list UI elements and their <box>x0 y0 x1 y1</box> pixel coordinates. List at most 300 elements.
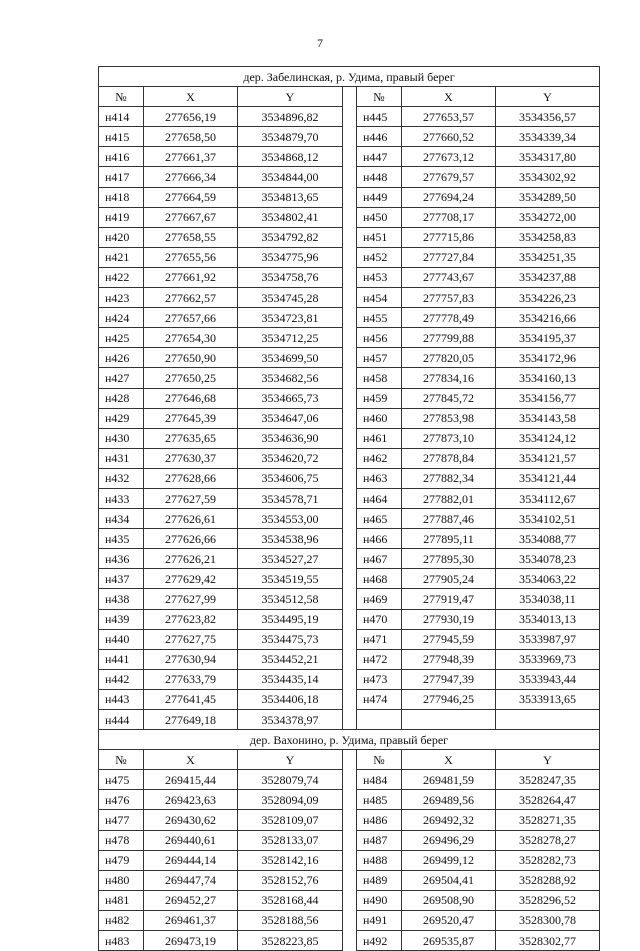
y-coordinate: 3528264,47 <box>496 790 600 810</box>
point-number: н415 <box>99 127 144 147</box>
y-coordinate: 3534512,58 <box>238 589 343 609</box>
column-gap <box>343 609 357 629</box>
point-number: н420 <box>99 227 144 247</box>
point-number: н479 <box>99 850 144 870</box>
y-coordinate: 3534578,71 <box>238 488 343 508</box>
column-gap <box>343 910 357 930</box>
column-gap <box>343 187 357 207</box>
table-row <box>99 247 600 267</box>
y-coordinate: 3534723,81 <box>238 308 343 328</box>
x-coordinate: 277658,50 <box>144 127 238 147</box>
point-number: н466 <box>357 529 402 549</box>
section-title-row <box>99 67 600 87</box>
y-coordinate: 3534124,12 <box>496 428 600 448</box>
point-number: н414 <box>99 107 144 127</box>
x-coordinate: 277661,37 <box>144 147 238 167</box>
y-coordinate: 3528278,27 <box>496 830 600 850</box>
point-number: н492 <box>357 931 402 951</box>
column-gap <box>343 227 357 247</box>
x-coordinate: 269492,32 <box>402 810 496 830</box>
y-coordinate: 3534078,23 <box>496 549 600 569</box>
x-coordinate: 277845,72 <box>402 388 496 408</box>
y-coordinate: 3534160,13 <box>496 368 600 388</box>
column-gap <box>343 147 357 167</box>
table-row <box>99 167 600 187</box>
table-row <box>99 890 600 910</box>
y-coordinate: 3533969,73 <box>496 649 600 669</box>
point-number: н490 <box>357 890 402 910</box>
x-coordinate: 269473,19 <box>144 931 238 951</box>
point-number: н448 <box>357 167 402 187</box>
header-x: X <box>144 87 238 107</box>
point-number: н467 <box>357 549 402 569</box>
y-coordinate: 3534289,50 <box>496 187 600 207</box>
point-number: н424 <box>99 308 144 328</box>
point-number: н476 <box>99 790 144 810</box>
point-number: н454 <box>357 288 402 308</box>
y-coordinate: 3534519,55 <box>238 569 343 589</box>
section-title: дер. Забелинская, р. Удима, правый берег <box>99 67 600 87</box>
x-coordinate: 277895,30 <box>402 549 496 569</box>
y-coordinate: 3534682,56 <box>238 368 343 388</box>
x-coordinate: 277657,66 <box>144 308 238 328</box>
point-number: н472 <box>357 649 402 669</box>
x-coordinate: 277627,75 <box>144 629 238 649</box>
point-number: н463 <box>357 468 402 488</box>
column-gap <box>343 167 357 187</box>
column-gap <box>343 589 357 609</box>
y-coordinate: 3534226,23 <box>496 288 600 308</box>
x-coordinate: 269447,74 <box>144 870 238 890</box>
point-number: н444 <box>99 710 144 730</box>
x-coordinate: 277757,83 <box>402 288 496 308</box>
x-coordinate: 269415,44 <box>144 770 238 790</box>
column-gap <box>343 488 357 508</box>
y-coordinate: 3534013,13 <box>496 609 600 629</box>
column-gap <box>343 890 357 910</box>
point-number: н453 <box>357 267 402 287</box>
point-number: н429 <box>99 408 144 428</box>
point-number: н487 <box>357 830 402 850</box>
x-coordinate: 277743,67 <box>402 267 496 287</box>
x-coordinate: 269440,61 <box>144 830 238 850</box>
table-row <box>99 308 600 328</box>
x-coordinate: 277853,98 <box>402 408 496 428</box>
x-coordinate: 277694,24 <box>402 187 496 207</box>
table-row <box>99 710 600 730</box>
header-x: X <box>144 750 238 770</box>
point-number: н458 <box>357 368 402 388</box>
x-coordinate: 277666,34 <box>144 167 238 187</box>
y-coordinate: 3534647,06 <box>238 408 343 428</box>
column-gap <box>343 870 357 890</box>
point-number: н440 <box>99 629 144 649</box>
y-coordinate: 3528133,07 <box>238 830 343 850</box>
point-number: н485 <box>357 790 402 810</box>
column-header-row <box>99 87 600 107</box>
y-coordinate: 3534813,65 <box>238 187 343 207</box>
y-coordinate: 3534844,00 <box>238 167 343 187</box>
x-coordinate: 277945,59 <box>402 629 496 649</box>
x-coordinate: 269430,62 <box>144 810 238 830</box>
point-number: н425 <box>99 328 144 348</box>
y-coordinate: 3534038,11 <box>496 589 600 609</box>
x-coordinate: 277887,46 <box>402 509 496 529</box>
point-number: н438 <box>99 589 144 609</box>
table-row <box>99 448 600 468</box>
point-number: н471 <box>357 629 402 649</box>
y-coordinate: 3534406,18 <box>238 689 343 709</box>
y-coordinate: 3534606,75 <box>238 468 343 488</box>
table-row <box>99 468 600 488</box>
table-row <box>99 488 600 508</box>
y-coordinate: 3533913,65 <box>496 689 600 709</box>
table-row <box>99 589 600 609</box>
y-coordinate: 3534527,27 <box>238 549 343 569</box>
y-coordinate: 3534553,00 <box>238 509 343 529</box>
x-coordinate: 277627,59 <box>144 488 238 508</box>
point-number: н482 <box>99 910 144 930</box>
y-coordinate: 3534143,58 <box>496 408 600 428</box>
table-row <box>99 107 600 127</box>
point-number: н441 <box>99 649 144 669</box>
y-coordinate: 3534339,34 <box>496 127 600 147</box>
table-row <box>99 629 600 649</box>
table-row <box>99 207 600 227</box>
y-coordinate: 3528109,07 <box>238 810 343 830</box>
x-coordinate: 269461,37 <box>144 910 238 930</box>
x-coordinate: 277630,94 <box>144 649 238 669</box>
x-coordinate: 277882,01 <box>402 488 496 508</box>
x-coordinate: 277630,37 <box>144 448 238 468</box>
column-gap <box>343 87 357 107</box>
y-coordinate: 3534775,96 <box>238 247 343 267</box>
point-number: н433 <box>99 488 144 508</box>
x-coordinate: 277948,39 <box>402 649 496 669</box>
coordinates-table-body <box>99 67 600 951</box>
x-coordinate: 277882,34 <box>402 468 496 488</box>
point-number: н442 <box>99 669 144 689</box>
x-coordinate: 269444,14 <box>144 850 238 870</box>
column-gap <box>343 428 357 448</box>
point-number: н418 <box>99 187 144 207</box>
y-coordinate: 3534620,72 <box>238 448 343 468</box>
point-number: н416 <box>99 147 144 167</box>
x-coordinate: 277708,17 <box>402 207 496 227</box>
y-coordinate: 3528302,77 <box>496 931 600 951</box>
header-y: Y <box>496 750 600 770</box>
point-number: н428 <box>99 388 144 408</box>
point-number: н422 <box>99 267 144 287</box>
table-row <box>99 529 600 549</box>
table-row <box>99 368 600 388</box>
x-coordinate: 277656,19 <box>144 107 238 127</box>
column-gap <box>343 790 357 810</box>
point-number: н488 <box>357 850 402 870</box>
column-gap <box>343 569 357 589</box>
column-gap <box>343 710 357 730</box>
point-number: н477 <box>99 810 144 830</box>
x-coordinate: 269520,47 <box>402 910 496 930</box>
y-coordinate: 3534112,67 <box>496 488 600 508</box>
point-number: н431 <box>99 448 144 468</box>
y-coordinate: 3528271,35 <box>496 810 600 830</box>
y-coordinate: 3534435,14 <box>238 669 343 689</box>
point-number: н451 <box>357 227 402 247</box>
column-gap <box>343 549 357 569</box>
x-coordinate: 277645,39 <box>144 408 238 428</box>
column-gap <box>343 408 357 428</box>
x-coordinate: 277878,84 <box>402 448 496 468</box>
y-coordinate: 3534258,83 <box>496 227 600 247</box>
y-coordinate: 3528282,73 <box>496 850 600 870</box>
point-number: н484 <box>357 770 402 790</box>
y-coordinate: 3534156,77 <box>496 388 600 408</box>
column-gap <box>343 288 357 308</box>
y-coordinate: 3534121,57 <box>496 448 600 468</box>
point-number: н469 <box>357 589 402 609</box>
point-number: н475 <box>99 770 144 790</box>
y-coordinate: 3534121,44 <box>496 468 600 488</box>
point-number: н491 <box>357 910 402 930</box>
y-coordinate: 3534665,73 <box>238 388 343 408</box>
column-gap <box>343 267 357 287</box>
point-number: н419 <box>99 207 144 227</box>
x-coordinate: 277715,86 <box>402 227 496 247</box>
point-number: н489 <box>357 870 402 890</box>
point-number: н478 <box>99 830 144 850</box>
x-coordinate: 277895,11 <box>402 529 496 549</box>
y-coordinate: 3534712,25 <box>238 328 343 348</box>
point-number: н480 <box>99 870 144 890</box>
point-number: н446 <box>357 127 402 147</box>
x-coordinate: 277662,57 <box>144 288 238 308</box>
column-gap <box>343 348 357 368</box>
y-coordinate: 3528247,35 <box>496 770 600 790</box>
y-coordinate: 3534792,82 <box>238 227 343 247</box>
y-coordinate <box>496 710 600 730</box>
point-number: н481 <box>99 890 144 910</box>
point-number: н421 <box>99 247 144 267</box>
x-coordinate: 277799,88 <box>402 328 496 348</box>
header-y: Y <box>496 87 600 107</box>
y-coordinate: 3534063,22 <box>496 569 600 589</box>
x-coordinate: 277623,82 <box>144 609 238 629</box>
header-number: № <box>357 87 402 107</box>
x-coordinate: 277633,79 <box>144 669 238 689</box>
column-gap <box>343 328 357 348</box>
point-number: н434 <box>99 509 144 529</box>
point-number: н459 <box>357 388 402 408</box>
x-coordinate: 277626,66 <box>144 529 238 549</box>
column-gap <box>343 448 357 468</box>
table-row <box>99 810 600 830</box>
table-row <box>99 569 600 589</box>
point-number: н427 <box>99 368 144 388</box>
point-number: н474 <box>357 689 402 709</box>
x-coordinate: 269499,12 <box>402 850 496 870</box>
x-coordinate: 277778,49 <box>402 308 496 328</box>
table-row <box>99 127 600 147</box>
y-coordinate: 3533943,44 <box>496 669 600 689</box>
x-coordinate: 277658,55 <box>144 227 238 247</box>
y-coordinate: 3534495,19 <box>238 609 343 629</box>
x-coordinate: 277905,24 <box>402 569 496 589</box>
x-coordinate: 277626,21 <box>144 549 238 569</box>
point-number: н417 <box>99 167 144 187</box>
y-coordinate: 3534636,90 <box>238 428 343 448</box>
y-coordinate: 3528142,16 <box>238 850 343 870</box>
table-row <box>99 388 600 408</box>
x-coordinate: 277664,59 <box>144 187 238 207</box>
y-coordinate: 3534216,66 <box>496 308 600 328</box>
x-coordinate: 277649,18 <box>144 710 238 730</box>
column-gap <box>343 850 357 870</box>
table-row <box>99 549 600 569</box>
column-gap <box>343 770 357 790</box>
table-row <box>99 328 600 348</box>
table-row <box>99 147 600 167</box>
point-number: н452 <box>357 247 402 267</box>
column-gap <box>343 107 357 127</box>
header-number: № <box>99 87 144 107</box>
point-number: н426 <box>99 348 144 368</box>
y-coordinate: 3534195,37 <box>496 328 600 348</box>
table-row <box>99 288 600 308</box>
point-number: н445 <box>357 107 402 127</box>
column-gap <box>343 468 357 488</box>
point-number: н483 <box>99 931 144 951</box>
y-coordinate: 3534088,77 <box>496 529 600 549</box>
column-gap <box>343 689 357 709</box>
column-gap <box>343 750 357 770</box>
y-coordinate: 3534452,21 <box>238 649 343 669</box>
y-coordinate: 3534317,80 <box>496 147 600 167</box>
column-gap <box>343 509 357 529</box>
y-coordinate: 3534745,28 <box>238 288 343 308</box>
point-number: н430 <box>99 428 144 448</box>
table-row <box>99 267 600 287</box>
x-coordinate: 269496,29 <box>402 830 496 850</box>
y-coordinate: 3534879,70 <box>238 127 343 147</box>
y-coordinate: 3528288,92 <box>496 870 600 890</box>
column-gap <box>343 810 357 830</box>
header-y: Y <box>238 87 343 107</box>
table-row <box>99 850 600 870</box>
x-coordinate: 269535,87 <box>402 931 496 951</box>
column-gap <box>343 830 357 850</box>
table-row <box>99 910 600 930</box>
header-number: № <box>357 750 402 770</box>
x-coordinate: 277655,56 <box>144 247 238 267</box>
x-coordinate: 277650,90 <box>144 348 238 368</box>
y-coordinate: 3528152,76 <box>238 870 343 890</box>
point-number: н470 <box>357 609 402 629</box>
table-row <box>99 649 600 669</box>
point-number <box>357 710 402 730</box>
header-y: Y <box>238 750 343 770</box>
x-coordinate: 277834,16 <box>402 368 496 388</box>
x-coordinate: 277667,67 <box>144 207 238 227</box>
column-gap <box>343 388 357 408</box>
y-coordinate: 3534237,88 <box>496 267 600 287</box>
x-coordinate <box>402 710 496 730</box>
y-coordinate: 3534272,00 <box>496 207 600 227</box>
x-coordinate: 277627,99 <box>144 589 238 609</box>
point-number: н439 <box>99 609 144 629</box>
point-number: н456 <box>357 328 402 348</box>
table-row <box>99 609 600 629</box>
x-coordinate: 277635,65 <box>144 428 238 448</box>
y-coordinate: 3534172,96 <box>496 348 600 368</box>
x-coordinate: 269508,90 <box>402 890 496 910</box>
column-gap <box>343 931 357 951</box>
column-gap <box>343 207 357 227</box>
x-coordinate: 269481,59 <box>402 770 496 790</box>
point-number: н461 <box>357 428 402 448</box>
x-coordinate: 277654,30 <box>144 328 238 348</box>
point-number: н449 <box>357 187 402 207</box>
x-coordinate: 277873,10 <box>402 428 496 448</box>
point-number: н486 <box>357 810 402 830</box>
x-coordinate: 269423,63 <box>144 790 238 810</box>
y-coordinate: 3534302,92 <box>496 167 600 187</box>
table-row <box>99 931 600 951</box>
column-header-row <box>99 750 600 770</box>
header-x: X <box>402 750 496 770</box>
x-coordinate: 277628,66 <box>144 468 238 488</box>
page-number: 7 <box>317 36 323 50</box>
y-coordinate: 3528079,74 <box>238 770 343 790</box>
section-title: дер. Вахонино, р. Удима, правый берег <box>99 730 600 750</box>
table-row <box>99 870 600 890</box>
y-coordinate: 3528188,56 <box>238 910 343 930</box>
y-coordinate: 3528223,85 <box>238 931 343 951</box>
point-number: н450 <box>357 207 402 227</box>
table-row <box>99 689 600 709</box>
x-coordinate: 269489,56 <box>402 790 496 810</box>
x-coordinate: 277946,25 <box>402 689 496 709</box>
point-number: н473 <box>357 669 402 689</box>
point-number: н423 <box>99 288 144 308</box>
table-row <box>99 428 600 448</box>
column-gap <box>343 529 357 549</box>
table-row <box>99 348 600 368</box>
x-coordinate: 277629,42 <box>144 569 238 589</box>
column-gap <box>343 368 357 388</box>
y-coordinate: 3528094,09 <box>238 790 343 810</box>
y-coordinate: 3534378,97 <box>238 710 343 730</box>
y-coordinate: 3528168,44 <box>238 890 343 910</box>
header-number: № <box>99 750 144 770</box>
point-number: н455 <box>357 308 402 328</box>
y-coordinate: 3528300,78 <box>496 910 600 930</box>
x-coordinate: 277727,84 <box>402 247 496 267</box>
point-number: н437 <box>99 569 144 589</box>
point-number: н468 <box>357 569 402 589</box>
column-gap <box>343 669 357 689</box>
point-number: н464 <box>357 488 402 508</box>
table-row <box>99 187 600 207</box>
x-coordinate: 277673,12 <box>402 147 496 167</box>
column-gap <box>343 247 357 267</box>
x-coordinate: 277626,61 <box>144 509 238 529</box>
header-x: X <box>402 87 496 107</box>
x-coordinate: 277650,25 <box>144 368 238 388</box>
x-coordinate: 277947,39 <box>402 669 496 689</box>
table-row <box>99 509 600 529</box>
table-row <box>99 669 600 689</box>
